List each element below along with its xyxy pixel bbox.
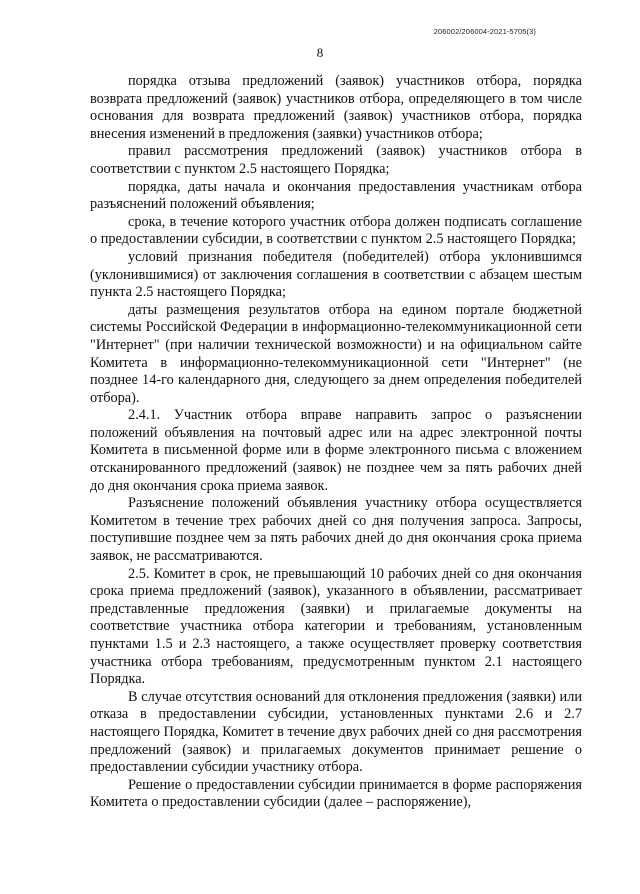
paragraph: порядка, даты начала и окончания предоставления участникам отбора разъяснений положений объявления; xyxy=(90,178,582,213)
paragraph: В случае отсутствия оснований для отклонения предложения (заявки) или отказа в предоставлении субсидии, установленных пунктами 2.6 и 2.7 настоящего Порядка, Комитет в течение двух рабочих дней со дня рассмотрения предложений (заявок) и прилагаемых документов принимает решение о предоставлении субсидии участнику отбора. xyxy=(90,688,582,776)
paragraph: даты размещения результатов отбора на едином портале бюджетной системы Российской Федерации в информационно-телекоммуникационной сети "Интернет" (при наличии технической возможности) и на официальном сайте Комитета в информационно-телекоммуникационной сети "Интернет" (не позднее 14-го календарного дня, следующего за днем определения победителей отбора). xyxy=(90,301,582,406)
paragraph: условий признания победителя (победителей) отбора уклонившимся (уклонившимися) от заключения соглашения в соответствии с абзацем шестым пункта 2.5 настоящего Порядка; xyxy=(90,248,582,301)
paragraph: 2.4.1. Участник отбора вправе направить запрос о разъяснении положений объявления на почтовый адрес или на адрес электронной почты Комитета в письменной форме или в форме электронного письма с вложением отсканированного предложений (заявок) не позднее чем за пять рабочих дней до дня окончания срока приема заявок. xyxy=(90,407,582,494)
paragraph: Решение о предоставлении субсидии принимается в форме распоряжения Комитета о предоставлении субсидии (далее – распоряжение), xyxy=(90,776,582,811)
page-number: 8 xyxy=(316,45,324,60)
document-body xyxy=(90,73,582,812)
paragraph: правил рассмотрения предложений (заявок) участников отбора в соответствии с пунктом 2.5 настоящего Порядка; xyxy=(90,143,582,177)
paragraph: срока, в течение которого участник отбора должен подписать соглашение о предоставлении субсидии, в соответствии с пунктом 2.5 настоящего Порядка; xyxy=(90,213,582,248)
document-id: 206002/206004-2021-5705(3) xyxy=(433,27,536,36)
paragraph: порядка отзыва предложений (заявок) участников отбора, порядка возврата предложений (заявок) участников отбора, определяющего в том числе основания для возврата предложений (заявок) участников отбора, порядка внесения изменений в предложения (заявки) участников отбора; xyxy=(90,73,582,142)
paragraph: 2.5. Комитет в срок, не превышающий 10 рабочих дней со дня окончания срока приема предложений (заявок), указанного в объявлении, рассматривает представленные предложения (заявки) и прилагаемые документы на соответствие участника отбора категории и требованиям, установленным пунктами 1.5 и 2.3 настоящего, а также осуществляет проверку соответствия участника отбора требованиям, предусмотренным пунктом 2.1 настоящего Порядка. xyxy=(90,565,582,688)
paragraph: Разъяснение положений объявления участнику отбора осуществляется Комитетом в течение трех рабочих дней со дня получения запроса. Запросы, поступившие позднее чем за пять рабочих дней до дня окончания срока приема заявок, не рассматриваются. xyxy=(90,495,582,565)
